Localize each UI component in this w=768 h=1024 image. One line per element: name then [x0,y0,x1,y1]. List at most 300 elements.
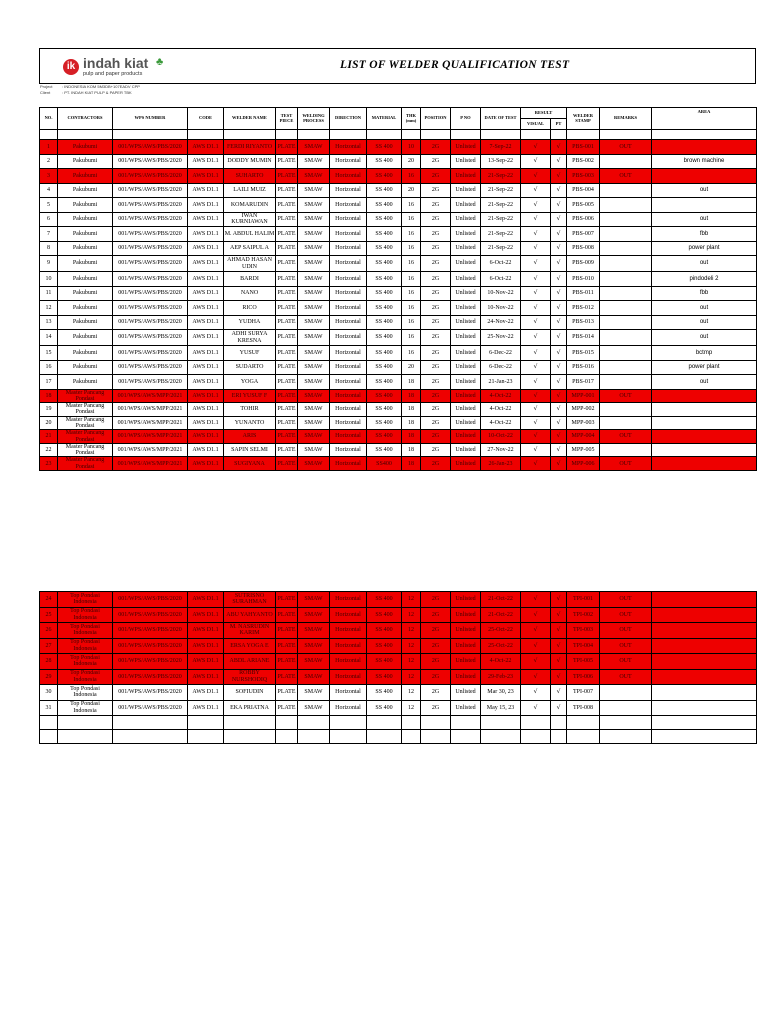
cell-welding-process: SMAW [298,301,330,316]
cell-thickness: 12 [402,685,421,701]
cell-thickness: 16 [402,212,421,227]
company-logo [54,55,214,81]
cell-welder-name: BARDI [224,272,276,287]
cell-no: 9 [40,256,58,272]
cell-position: 2G [421,623,451,639]
cell-no: 26 [40,623,58,639]
cell-direction: Horizontal [330,669,367,685]
cell-welder-stamp: PBS-009 [567,256,600,272]
table-row [40,389,757,403]
cell-remarks: OUT [600,592,652,608]
cell-wps-number: 001/WPS/AWS/PBS/2020 [113,286,188,301]
cell-date-of-test: 21-Jan-23 [481,375,521,390]
cell-remarks [600,272,652,287]
cell-pt-result: √ [551,685,567,701]
cell-pt-result: √ [551,700,567,716]
cell-welding-process: SMAW [298,389,330,403]
table-row [40,301,757,316]
cell-welder-name: YOGA [224,375,276,390]
cell-area [652,403,757,417]
cell-welding-process: SMAW [298,183,330,198]
cell-material: SS 400 [367,685,402,701]
cell-p-no: Unlisted [451,198,481,213]
cell-p-no: Unlisted [451,685,481,701]
cell-p-no: Unlisted [451,212,481,227]
cell-area [652,430,757,444]
cell-position: 2G [421,198,451,213]
cell-visual-result: √ [521,669,551,685]
cell-welder-name: M. NASRUDIN KARIM [224,623,276,639]
cell-pt-result: √ [551,443,567,457]
spacer-cell [298,130,330,140]
cell-direction: Horizontal [330,183,367,198]
cell-welder-stamp: TPI-001 [567,592,600,608]
cell-direction: Horizontal [330,315,367,330]
cell-pt-result: √ [551,360,567,375]
cell-position: 2G [421,669,451,685]
cell-contractor: Pakubumi [58,286,113,301]
cell-remarks: OUT [600,457,652,471]
cell-thickness: 16 [402,198,421,213]
cell-no: 3 [40,169,58,184]
cell-p-no: Unlisted [451,403,481,417]
cell-visual-result: √ [521,301,551,316]
cell-position: 2G [421,592,451,608]
meta-value: : INDONESIA KOM 5M3DB+107EADV CPP [62,84,140,89]
cell-welder-name: ERSA YOGA E [224,638,276,654]
empty-cell [113,716,188,730]
cell-visual-result: √ [521,140,551,155]
cell-remarks [600,315,652,330]
cell-thickness: 12 [402,607,421,623]
spacer-cell [58,130,113,140]
cell-material: SS 400 [367,301,402,316]
cell-welder-name: TOHIR [224,403,276,417]
cell-no: 29 [40,669,58,685]
cell-welder-stamp: TPI-005 [567,654,600,670]
empty-cell [40,730,58,744]
cell-no: 31 [40,700,58,716]
cell-visual-result: √ [521,212,551,227]
cell-material: SS 400 [367,183,402,198]
cell-pt-result: √ [551,669,567,685]
cell-welder-stamp: PBS-011 [567,286,600,301]
cell-remarks [600,346,652,361]
cell-thickness: 16 [402,286,421,301]
cell-area: out [652,315,757,330]
cell-thickness: 10 [402,140,421,155]
cell-direction: Horizontal [330,272,367,287]
cell-contractor: Top Pondasi Indonesia [58,685,113,701]
cell-code: AWS D1.1 [188,669,224,685]
cell-remarks [600,685,652,701]
cell-direction: Horizontal [330,169,367,184]
empty-cell [276,730,298,744]
cell-welder-stamp: PBS-013 [567,315,600,330]
cell-welder-name: AEP SAIPUL A [224,241,276,256]
col-direction: DIRECTION [330,108,367,130]
cell-thickness: 16 [402,169,421,184]
table-row [40,183,757,198]
cell-thickness: 12 [402,638,421,654]
cell-wps-number: 001/WPS/AWS/PBS/2020 [113,183,188,198]
cell-p-no: Unlisted [451,638,481,654]
cell-test-piece: PLATE [276,430,298,444]
cell-welder-name: YUNANTO [224,416,276,430]
cell-visual-result: √ [521,607,551,623]
empty-cell [421,730,451,744]
cell-test-piece: PLATE [276,154,298,169]
cell-thickness: 20 [402,360,421,375]
cell-test-piece: PLATE [276,330,298,346]
cell-area [652,416,757,430]
cell-date-of-test: 7-Sep-22 [481,140,521,155]
empty-cell [298,716,330,730]
cell-test-piece: PLATE [276,227,298,242]
col-visual: VISUAL [521,119,551,130]
empty-cell [224,716,276,730]
cell-code: AWS D1.1 [188,360,224,375]
cell-welder-name: SUDARTO [224,360,276,375]
cell-no: 7 [40,227,58,242]
cell-remarks [600,443,652,457]
cell-p-no: Unlisted [451,183,481,198]
col-position: POSITION [421,108,451,130]
logo-mark-icon: ik [63,59,79,75]
empty-cell [330,716,367,730]
cell-thickness: 16 [402,256,421,272]
empty-cell [330,730,367,744]
cell-pt-result: √ [551,623,567,639]
cell-contractor: Top Pondasi Indonesia [58,623,113,639]
cell-remarks [600,198,652,213]
cell-visual-result: √ [521,183,551,198]
cell-remarks [600,154,652,169]
cell-welding-process: SMAW [298,430,330,444]
cell-visual-result: √ [521,416,551,430]
cell-contractor: Pakubumi [58,272,113,287]
cell-material: SS 400 [367,430,402,444]
cell-visual-result: √ [521,430,551,444]
cell-test-piece: PLATE [276,457,298,471]
cell-position: 2G [421,241,451,256]
cell-pt-result: √ [551,256,567,272]
cell-date-of-test: 21-Sep-22 [481,169,521,184]
cell-code: AWS D1.1 [188,227,224,242]
cell-date-of-test: 4-Oct-22 [481,389,521,403]
cell-welding-process: SMAW [298,272,330,287]
cell-welder-stamp: PBS-001 [567,140,600,155]
cell-welder-stamp: MPP-004 [567,430,600,444]
cell-material: SS 400 [367,592,402,608]
cell-visual-result: √ [521,227,551,242]
cell-material: SS 400 [367,389,402,403]
cell-thickness: 16 [402,227,421,242]
cell-test-piece: PLATE [276,301,298,316]
cell-contractor: Master Pancang Pondasi [58,403,113,417]
cell-thickness: 12 [402,623,421,639]
cell-test-piece: PLATE [276,272,298,287]
cell-welder-stamp: MPP-005 [567,443,600,457]
cell-welder-name: LAILI MUIZ [224,183,276,198]
cell-date-of-test: Mar 30, 23 [481,685,521,701]
cell-contractor: Top Pondasi Indonesia [58,669,113,685]
cell-remarks [600,256,652,272]
cell-position: 2G [421,685,451,701]
cell-date-of-test: 25-Nov-22 [481,330,521,346]
cell-welder-stamp: MPP-006 [567,457,600,471]
spacer-cell [402,130,421,140]
cell-wps-number: 001/WPS/AWS/PBS/2020 [113,198,188,213]
cell-welding-process: SMAW [298,443,330,457]
cell-no: 20 [40,416,58,430]
cell-area [652,140,757,155]
cell-test-piece: PLATE [276,286,298,301]
meta-key: Project [40,84,53,89]
cell-welding-process: SMAW [298,256,330,272]
cell-area: out [652,375,757,390]
cell-direction: Horizontal [330,286,367,301]
company-name: indah kiat [83,55,149,71]
cell-test-piece: PLATE [276,685,298,701]
cell-no: 23 [40,457,58,471]
table-row [40,198,757,213]
tree-icon: ♣ [156,56,164,68]
cell-thickness: 18 [402,443,421,457]
cell-code: AWS D1.1 [188,638,224,654]
cell-welding-process: SMAW [298,700,330,716]
meta-project [40,84,140,89]
cell-test-piece: PLATE [276,198,298,213]
col-remarks: REMARKS [600,108,652,130]
cell-code: AWS D1.1 [188,375,224,390]
cell-test-piece: PLATE [276,443,298,457]
cell-no: 5 [40,198,58,213]
document-header [39,48,756,84]
cell-thickness: 16 [402,241,421,256]
empty-cell [600,716,652,730]
cell-pt-result: √ [551,272,567,287]
cell-contractor: Master Pancang Pondasi [58,457,113,471]
cell-p-no: Unlisted [451,592,481,608]
cell-welding-process: SMAW [298,607,330,623]
cell-area [652,198,757,213]
cell-code: AWS D1.1 [188,443,224,457]
table-row [40,638,757,654]
cell-wps-number: 001/WPS/AWS/PBS/2020 [113,256,188,272]
cell-material: SS400 [367,457,402,471]
cell-contractor: Master Pancang Pondasi [58,430,113,444]
cell-contractor: Pakubumi [58,346,113,361]
cell-thickness: 16 [402,346,421,361]
cell-welder-name: SOFIUDIN [224,685,276,701]
cell-pt-result: √ [551,286,567,301]
empty-cell [188,716,224,730]
cell-wps-number: 001/WPS/AWS/MPP/2021 [113,389,188,403]
cell-date-of-test: 13-Sep-22 [481,154,521,169]
cell-no: 10 [40,272,58,287]
cell-thickness: 18 [402,430,421,444]
cell-no: 18 [40,389,58,403]
cell-remarks [600,330,652,346]
cell-contractor: Pakubumi [58,227,113,242]
cell-direction: Horizontal [330,241,367,256]
cell-position: 2G [421,375,451,390]
cell-thickness: 16 [402,301,421,316]
cell-welder-stamp: PBS-017 [567,375,600,390]
cell-welding-process: SMAW [298,360,330,375]
spacer-cell [40,130,58,140]
cell-date-of-test: 6-Dec-22 [481,346,521,361]
cell-visual-result: √ [521,654,551,670]
cell-code: AWS D1.1 [188,212,224,227]
cell-pt-result: √ [551,403,567,417]
cell-p-no: Unlisted [451,272,481,287]
cell-thickness: 16 [402,315,421,330]
cell-material: SS 400 [367,330,402,346]
cell-test-piece: PLATE [276,607,298,623]
cell-direction: Horizontal [330,154,367,169]
cell-contractor: Top Pondasi Indonesia [58,638,113,654]
cell-wps-number: 001/WPS/AWS/PBS/2020 [113,623,188,639]
cell-direction: Horizontal [330,700,367,716]
table-row [40,272,757,287]
empty-cell [276,716,298,730]
cell-direction: Horizontal [330,198,367,213]
cell-welder-stamp: PBS-006 [567,212,600,227]
empty-cell [298,730,330,744]
cell-position: 2G [421,140,451,155]
cell-p-no: Unlisted [451,256,481,272]
cell-no: 4 [40,183,58,198]
cell-wps-number: 001/WPS/AWS/MPP/2021 [113,416,188,430]
cell-pt-result: √ [551,198,567,213]
cell-material: SS 400 [367,623,402,639]
cell-material: SS 400 [367,416,402,430]
cell-position: 2G [421,443,451,457]
cell-material: SS 400 [367,607,402,623]
cell-pt-result: √ [551,346,567,361]
cell-no: 2 [40,154,58,169]
cell-test-piece: PLATE [276,654,298,670]
cell-welder-name: RICO [224,301,276,316]
empty-cell [481,730,521,744]
table-row [40,227,757,242]
cell-welder-stamp: MPP-003 [567,416,600,430]
cell-date-of-test: 4-Oct-22 [481,403,521,417]
cell-welding-process: SMAW [298,227,330,242]
col-wps: WPS NUMBER [113,108,188,130]
cell-pt-result: √ [551,140,567,155]
empty-cell [58,716,113,730]
cell-welding-process: SMAW [298,403,330,417]
table-row [40,169,757,184]
cell-material: SS 400 [367,638,402,654]
cell-no: 25 [40,607,58,623]
cell-remarks: OUT [600,638,652,654]
cell-wps-number: 001/WPS/AWS/PBS/2020 [113,360,188,375]
cell-remarks [600,183,652,198]
cell-visual-result: √ [521,154,551,169]
cell-welding-process: SMAW [298,330,330,346]
cell-remarks: OUT [600,669,652,685]
cell-test-piece: PLATE [276,638,298,654]
cell-code: AWS D1.1 [188,403,224,417]
table-row [40,330,757,346]
cell-wps-number: 001/WPS/AWS/PBS/2020 [113,700,188,716]
cell-remarks [600,375,652,390]
cell-welder-name: SUGIYANA [224,457,276,471]
cell-test-piece: PLATE [276,183,298,198]
cell-test-piece: PLATE [276,403,298,417]
cell-no: 19 [40,403,58,417]
col-process: WELDING PROCESS [298,108,330,130]
empty-cell [188,730,224,744]
empty-cell [58,730,113,744]
cell-no: 1 [40,140,58,155]
cell-wps-number: 001/WPS/AWS/PBS/2020 [113,154,188,169]
cell-wps-number: 001/WPS/AWS/PBS/2020 [113,169,188,184]
cell-date-of-test: May 15, 23 [481,700,521,716]
cell-thickness: 16 [402,330,421,346]
cell-welding-process: SMAW [298,169,330,184]
document-title: LIST OF WELDER QUALIFICATION TEST [340,59,570,71]
cell-position: 2G [421,416,451,430]
cell-date-of-test: 25-Oct-22 [481,638,521,654]
cell-code: AWS D1.1 [188,183,224,198]
cell-date-of-test: 21-Sep-22 [481,198,521,213]
cell-test-piece: PLATE [276,315,298,330]
cell-area [652,623,757,639]
cell-contractor: Master Pancang Pondasi [58,416,113,430]
cell-thickness: 16 [402,272,421,287]
cell-welding-process: SMAW [298,241,330,256]
cell-remarks: OUT [600,169,652,184]
cell-pt-result: √ [551,654,567,670]
cell-wps-number: 001/WPS/AWS/PBS/2020 [113,346,188,361]
cell-p-no: Unlisted [451,607,481,623]
col-result: RESULT [521,108,567,119]
col-contractor: CONTRACTORS [58,108,113,130]
cell-p-no: Unlisted [451,654,481,670]
cell-test-piece: PLATE [276,140,298,155]
cell-remarks: OUT [600,430,652,444]
cell-position: 2G [421,654,451,670]
cell-direction: Horizontal [330,430,367,444]
cell-material: SS 400 [367,360,402,375]
cell-position: 2G [421,286,451,301]
empty-cell [40,716,58,730]
cell-contractor: Pakubumi [58,154,113,169]
cell-contractor: Pakubumi [58,256,113,272]
cell-code: AWS D1.1 [188,430,224,444]
cell-direction: Horizontal [330,607,367,623]
cell-date-of-test: 21-Oct-22 [481,592,521,608]
cell-pt-result: √ [551,416,567,430]
cell-visual-result: √ [521,389,551,403]
cell-visual-result: √ [521,346,551,361]
cell-welding-process: SMAW [298,623,330,639]
cell-date-of-test: 4-Oct-22 [481,416,521,430]
cell-material: SS 400 [367,654,402,670]
cell-welding-process: SMAW [298,315,330,330]
cell-visual-result: √ [521,315,551,330]
cell-code: AWS D1.1 [188,286,224,301]
cell-welding-process: SMAW [298,654,330,670]
table-row [40,685,757,701]
cell-contractor: Pakubumi [58,169,113,184]
cell-date-of-test: 21-Sep-22 [481,227,521,242]
